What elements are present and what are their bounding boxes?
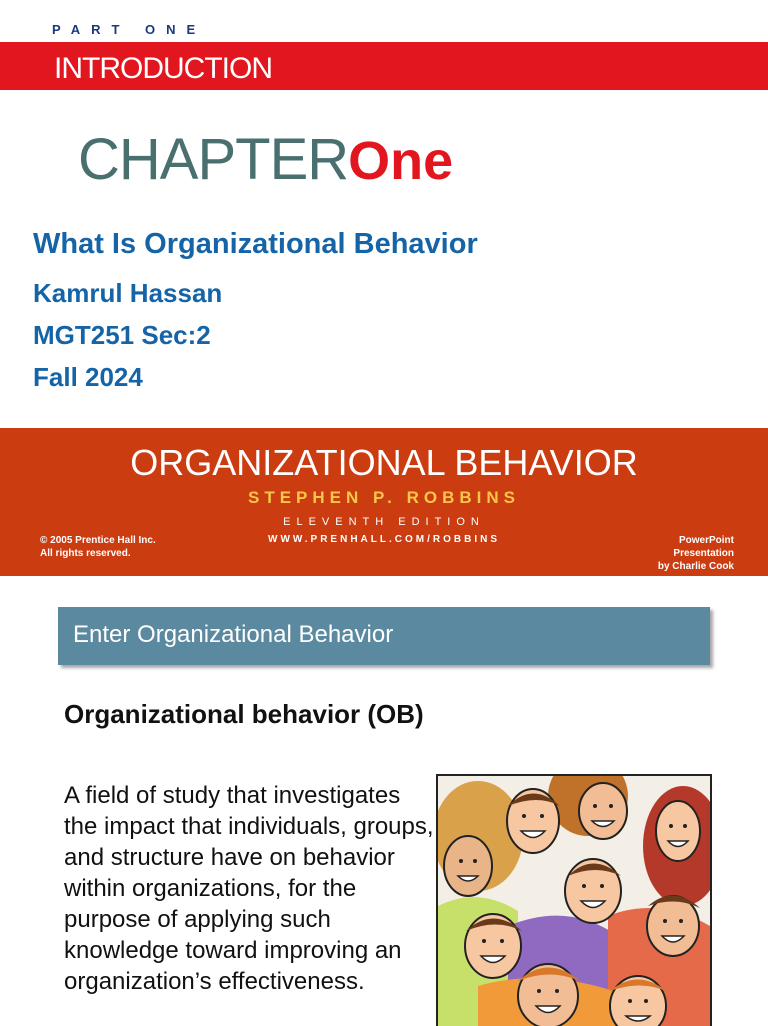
author-name: Kamrul Hassan xyxy=(33,278,223,308)
section-title: INTRODUCTION xyxy=(54,52,272,85)
ppt-line: by Charlie Cook xyxy=(657,561,734,572)
copyright-notice xyxy=(40,534,156,560)
book-banner xyxy=(0,428,768,576)
part-label: PART ONE xyxy=(52,22,207,37)
book-title: ORGANIZATIONAL BEHAVIOR xyxy=(130,442,638,483)
course-code: MGT251 Sec:2 xyxy=(33,320,211,350)
publisher-url: WWW.PRENHALL.COM/ROBBINS xyxy=(268,534,500,545)
page-title: What Is Organizational Behavior xyxy=(33,228,478,260)
term-definition: A field of study that investigates the impact that individuals, groups, and structure have on behavior within organizations, for the purpose of applying such knowledge toward improving an organization’s effectiveness. xyxy=(64,782,434,995)
slide-heading-bar xyxy=(58,607,710,665)
book-author: STEPHEN P. ROBBINS xyxy=(247,488,520,507)
chapter-heading xyxy=(78,126,453,193)
book-edition: ELEVENTH EDITION xyxy=(283,516,485,528)
section-banner xyxy=(0,42,768,90)
ppt-line: PowerPoint xyxy=(678,535,734,546)
crowd-illustration xyxy=(436,774,712,1026)
presentation-credit xyxy=(658,534,734,573)
chapter-number: One xyxy=(348,131,454,191)
rights-line: All rights reserved. xyxy=(40,548,131,559)
crowd-of-people-icon xyxy=(438,776,710,1026)
ppt-line: Presentation xyxy=(673,548,734,559)
slide-heading: Enter Organizational Behavior xyxy=(73,621,394,648)
term-label: Fall 2024 xyxy=(33,362,143,392)
term-heading: Organizational behavior (OB) xyxy=(64,699,424,729)
chapter-word: CHAPTER xyxy=(78,127,349,192)
copyright-line: © 2005 Prentice Hall Inc. xyxy=(40,535,156,546)
